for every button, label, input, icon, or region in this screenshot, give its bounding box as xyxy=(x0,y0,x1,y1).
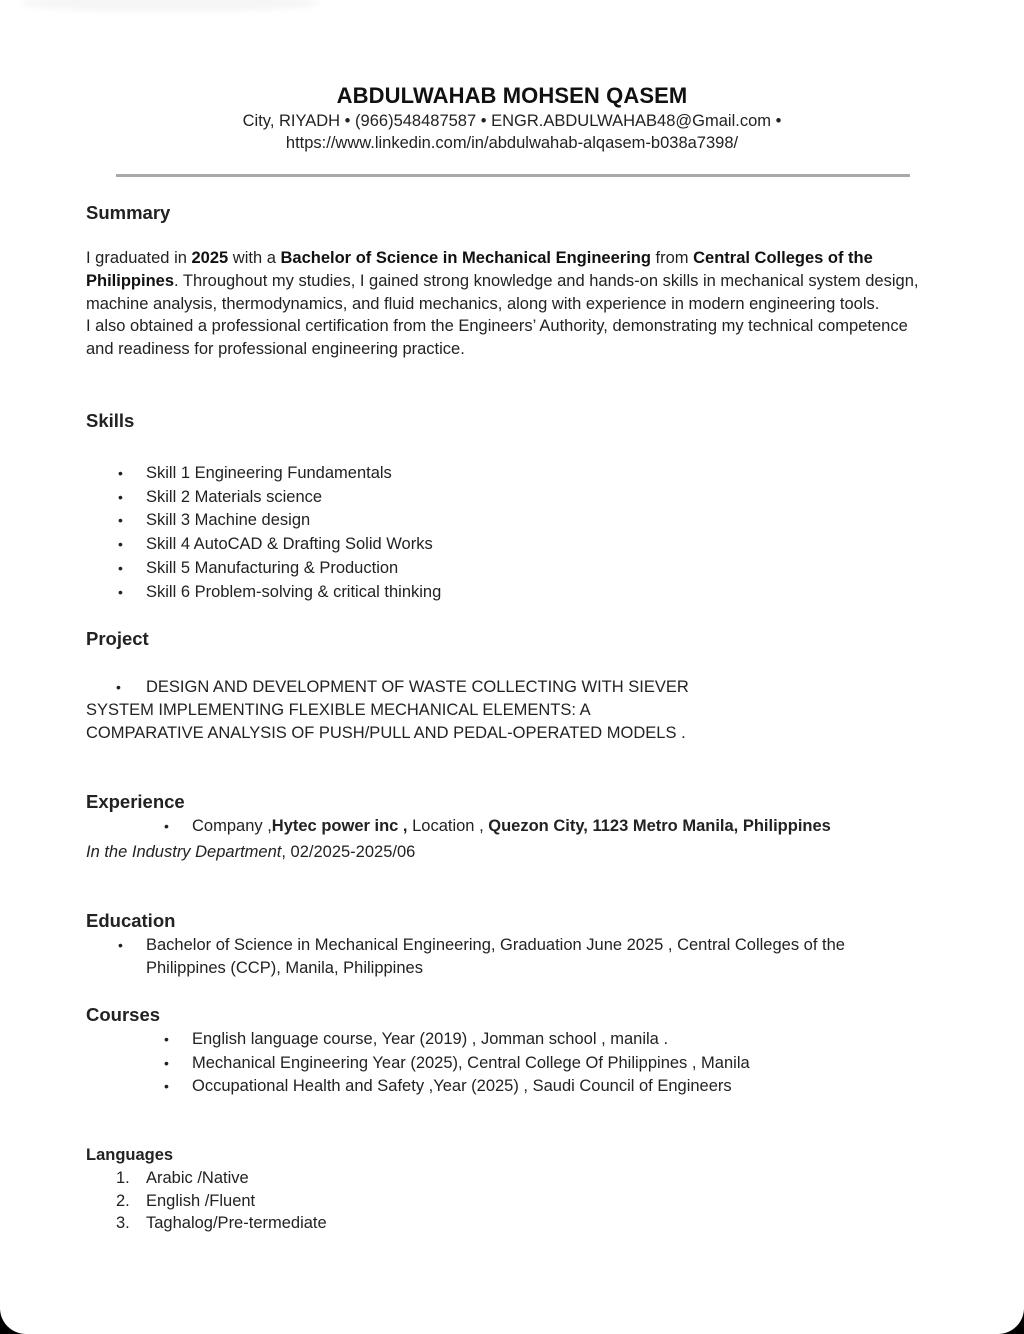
bullet-icon: • xyxy=(118,465,123,481)
list-number: 3. xyxy=(116,1214,130,1232)
bullet-icon: • xyxy=(118,512,123,529)
education-heading: Education xyxy=(86,910,176,931)
list-item xyxy=(118,486,441,510)
list-item-text: Skill 3 Machine design xyxy=(146,511,311,530)
bullet-icon: • xyxy=(118,937,123,953)
contact-line: City, RIYADH • (966)548487587 • ENGR.ABDULWAHAB48@Gmail.com • xyxy=(242,112,782,130)
experience-item xyxy=(164,815,831,838)
company-location: Quezon City, 1123 Metro Manila, Philippines xyxy=(488,817,831,835)
list-item xyxy=(164,1075,750,1099)
list-item xyxy=(164,1052,750,1076)
summary-college: Central Colleges of the Philippines xyxy=(86,249,873,290)
project-title-line: SYSTEM IMPLEMENTING FLEXIBLE MECHANICAL ELEMENTS: A xyxy=(86,701,591,719)
list-item-text: Skill 4 AutoCAD & Drafting Solid Works xyxy=(146,535,433,554)
list-item-text: Mechanical Engineering Year (2025), Central College Of Philippines , Manila xyxy=(192,1053,750,1072)
summary-text: with a xyxy=(228,249,281,267)
company-name: Hytec power inc , xyxy=(271,817,408,835)
header-divider xyxy=(116,174,910,177)
languages-heading: Languages xyxy=(86,1146,174,1164)
project-heading: Project xyxy=(86,628,149,649)
candidate-name: ABDULWAHAB MOHSEN QASEM xyxy=(336,83,688,108)
language-item xyxy=(116,1190,327,1213)
list-item xyxy=(118,557,441,581)
project-item xyxy=(86,676,689,745)
bullet-icon: • xyxy=(118,488,123,505)
bullet-icon: • xyxy=(118,559,123,576)
list-item xyxy=(164,1028,750,1052)
list-item xyxy=(118,533,441,557)
experience-heading: Experience xyxy=(86,791,185,812)
list-item-text: English language course, Year (2019) , Jomman school , manila . xyxy=(192,1030,669,1048)
list-item xyxy=(118,509,441,533)
list-item-text: Skill 5 Manufacturing & Production xyxy=(146,558,399,577)
list-item xyxy=(118,462,441,486)
summary-text: I graduated in xyxy=(86,249,192,267)
language-text: English /Fluent xyxy=(146,1191,256,1210)
project-title-line: DESIGN AND DEVELOPMENT OF WASTE COLLECTING WITH SIEVER xyxy=(146,678,689,696)
bullet-icon: • xyxy=(164,1078,169,1095)
list-item xyxy=(118,581,442,605)
bullet-icon: • xyxy=(118,536,123,553)
list-item-text: Skill 2 Materials science xyxy=(146,487,323,506)
experience-detail xyxy=(86,841,415,864)
department: In the Industry Department xyxy=(86,843,282,861)
language-text: Arabic /Native xyxy=(146,1169,249,1187)
courses-heading: Courses xyxy=(86,1004,161,1025)
summary-certification: I also obtained a professional certification from the Engineers’ Authority, demonstrating my technical competence and readiness for professional engineering practice. xyxy=(86,317,908,359)
list-item-text: Skill 6 Problem-solving & critical thinking xyxy=(146,582,442,601)
summary-heading: Summary xyxy=(86,202,171,223)
list-number: 1. xyxy=(116,1169,130,1187)
bullet-icon: • xyxy=(164,1054,169,1071)
list-item-text: Skill 1 Engineering Fundamentals xyxy=(146,464,392,482)
language-item xyxy=(116,1212,327,1235)
location-label: Location , xyxy=(407,817,489,835)
bullet-icon: • xyxy=(116,679,121,695)
language-text: Taghalog/Pre-termediate xyxy=(146,1214,327,1232)
linkedin-url[interactable]: https://www.linkedin.com/in/abdulwahab-alqasem-b038a7398/ xyxy=(285,134,739,152)
bullet-icon: • xyxy=(118,583,123,600)
skills-heading: Skills xyxy=(86,410,135,431)
language-item xyxy=(116,1167,327,1190)
education-item xyxy=(118,934,845,980)
summary-degree: Bachelor of Science in Mechanical Engineering xyxy=(280,249,651,267)
resume-header xyxy=(0,82,1024,154)
courses-list xyxy=(164,1028,750,1099)
education-degree: Bachelor of Science in Mechanical Engineering, Graduation June 2025 , Central Colleges of the xyxy=(146,936,845,954)
company-label: Company , xyxy=(192,817,272,835)
page-shadow xyxy=(20,0,320,12)
project-title-line: COMPARATIVE ANALYSIS OF PUSH/PULL AND PEDAL-OPERATED MODELS . xyxy=(86,724,686,742)
summary-paragraph xyxy=(86,247,936,361)
list-number: 2. xyxy=(116,1191,130,1210)
experience-dates: , 02/2025-2025/06 xyxy=(281,843,416,861)
bullet-icon: • xyxy=(164,1031,169,1047)
summary-text: . Throughout my studies, I gained strong knowledge and hands-on skills in mechanical system design, machine analysis, thermodynamics, and fluid mechanics, along with experience in modern engineering tools. xyxy=(86,271,919,313)
skills-list xyxy=(118,462,442,604)
languages-list xyxy=(116,1167,327,1235)
list-item-text: Occupational Health and Safety ,Year (2025) , Saudi Council of Engineers xyxy=(192,1077,732,1096)
summary-text: from xyxy=(650,249,694,267)
summary-year: 2025 xyxy=(191,249,229,267)
bullet-icon: • xyxy=(164,818,169,834)
education-institution: Philippines (CCP), Manila, Philippines xyxy=(146,959,423,977)
